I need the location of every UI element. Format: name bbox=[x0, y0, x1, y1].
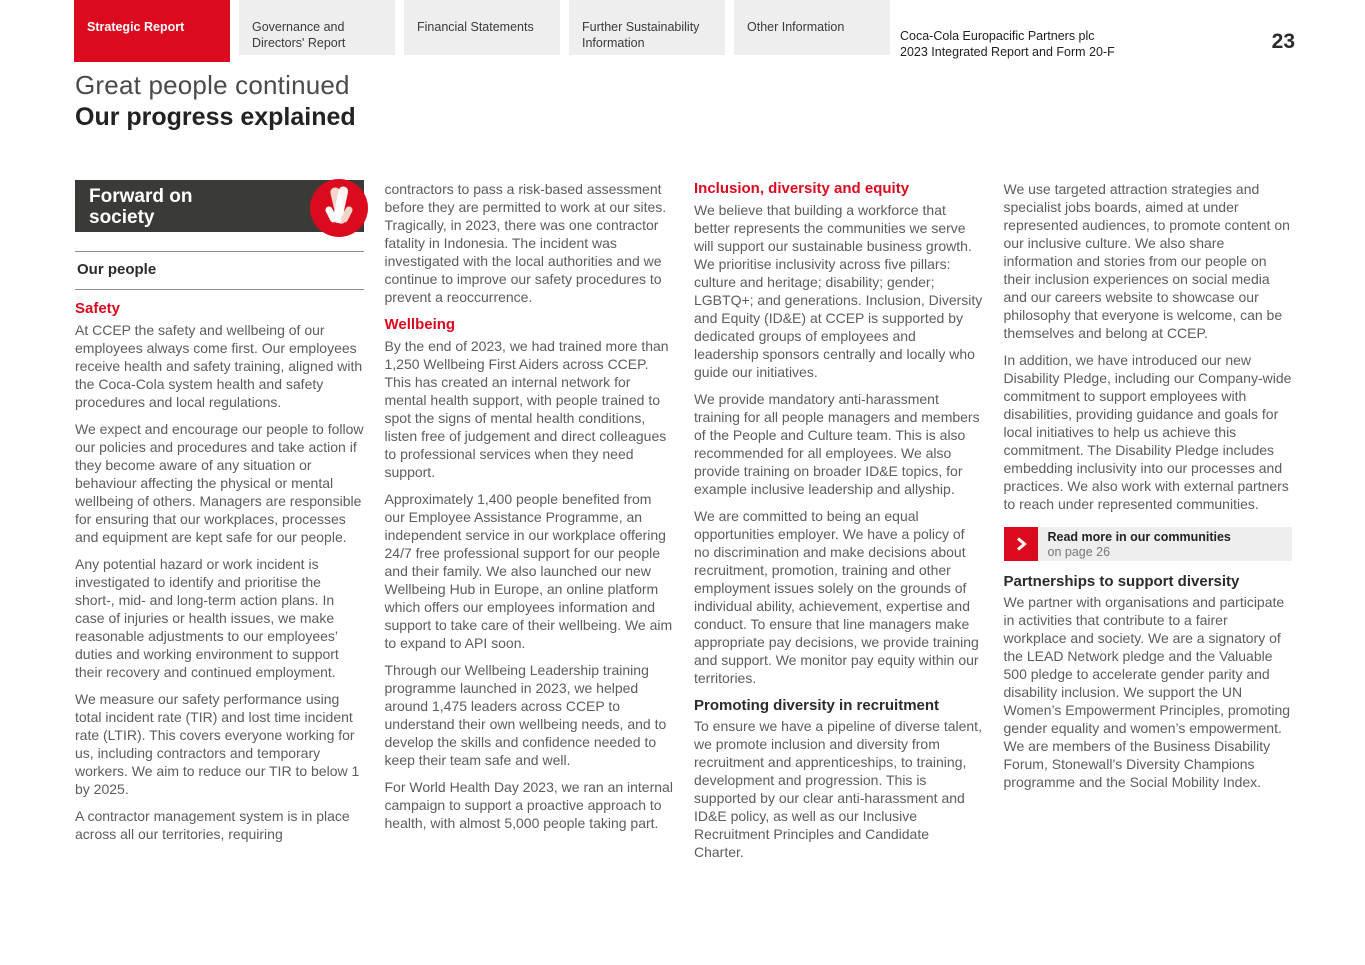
page-header bbox=[0, 0, 1365, 62]
tab-further-sustainability-information[interactable] bbox=[569, 0, 725, 55]
page-number: 23 bbox=[1271, 30, 1295, 53]
wellbeing-heading: Wellbeing bbox=[384, 316, 456, 333]
tab-label: Strategic Report bbox=[87, 20, 185, 34]
body-paragraph: We expect and encourage our people to follow our policies and procedures and take action if they become aware of any situation or behaviour affecting the physical or mental wellbeing of others. Managers are responsible for ensuring that our workplaces, processes and equipment are kept safe for our people. bbox=[75, 421, 364, 545]
callout-text bbox=[1038, 527, 1293, 561]
body-paragraph: In addition, we have introduced our new Disability Pledge, including our Company-wide commitment to support employees with disabilities, providing guidance and goals for local initiatives to help us achieve this commitment. The Disability Pledge includes embedding inclusivity into our processes and practices. We also work with external partners to reach under represented communities. bbox=[1003, 352, 1292, 512]
tab-other-information[interactable] bbox=[734, 0, 890, 55]
content-columns bbox=[0, 180, 1365, 870]
body-paragraph: For World Health Day 2023, we ran an internal campaign to support a proactive approach to health, with almost 5,000 people taking part. bbox=[384, 779, 673, 831]
forward-on-society-banner bbox=[75, 180, 364, 232]
body-paragraph: To ensure we have a pipeline of diverse talent, we promote inclusion and diversity from recruitment and apprenticeships, to training, development and progression. This is supported by our clear anti-harassment and ID&E policy, as well as our Inclusive Recruitment Principles and Candidate Charter. bbox=[694, 718, 982, 860]
tab-label: Further Sustainability Information bbox=[582, 20, 700, 50]
section-tabs bbox=[0, 0, 1365, 62]
body-paragraph: We partner with organisations and participate in activities that contribute to a fairer workplace and society. We are a signatory of the LEAD Network pledge and the Valuable 500 pledge to accelerate gender parity and disability inclusion. We support the UN Women’s Empowerment Principles, promoting gender equality and women’s empowerment. We are members of the Business Disability Forum, Stonewall’s Diversity Champions programme and the Social Mobility Index. bbox=[1003, 594, 1291, 790]
body-paragraph: We are committed to being an equal opportunities employer. We have a policy of no discrimination and make decisions about recruitment, promotion, training and other employment issues solely on the grounds of individual ability, achievement, expertise and conduct. To ensure that line managers make appropriate pay decisions, we provide training and support. We monitor pay equity within our territories. bbox=[694, 508, 979, 686]
promoting-diversity-subheading: Promoting diversity in recruitment bbox=[694, 697, 940, 714]
page-title: Our progress explained bbox=[75, 103, 356, 131]
publisher-line1: Coca-Cola Europacific Partners plc bbox=[900, 29, 1095, 43]
tab-financial-statements[interactable] bbox=[404, 0, 560, 55]
banner-line1: Forward on bbox=[89, 186, 193, 207]
chevron-right-icon bbox=[1004, 527, 1038, 561]
read-more-communities-link[interactable] bbox=[1004, 527, 1293, 561]
body-paragraph: contractors to pass a risk-based assessment before they are permitted to work at our sites. Tragically, in 2023, there was one contractor fatality in Indonesia. The incident was investigated with the local authorities and we continue to improve our safety procedures to prevent a reoccurrence. bbox=[384, 181, 667, 305]
body-paragraph: Any potential hazard or work incident is investigated to identify and prioritise the short-, mid- and long-term action plans. In case of injuries or health issues, we make reasonable adjustments to our employees’ duties and working environment to support their recovery and continued employment. bbox=[75, 556, 339, 680]
body-paragraph: Through our Wellbeing Leadership training programme launched in 2023, we helped around 1,475 leaders across CCEP to understand their own wellbeing needs, and to develop the skills and confidence needed to keep their team safe and well. bbox=[384, 662, 667, 768]
safety-heading: Safety bbox=[75, 300, 121, 317]
publisher-line2: 2023 Integrated Report and Form 20-F bbox=[900, 45, 1115, 59]
body-paragraph: We provide mandatory anti-harassment training for all people managers and members of the People and Culture team. This is also recommended for all employees. We also provide training on broader ID&E topics, for example inclusive leadership and allyship. bbox=[694, 391, 980, 497]
column-1 bbox=[75, 180, 364, 870]
inclusion-diversity-equity-heading: Inclusion, diversity and equity bbox=[694, 180, 910, 197]
callout-title: Read more in our communities bbox=[1047, 530, 1231, 544]
tab-label: Governance and Directors' Report bbox=[252, 20, 346, 50]
tab-strategic-report[interactable] bbox=[74, 0, 230, 62]
our-people-section-label: Our people bbox=[75, 251, 364, 290]
body-paragraph: At CCEP the safety and wellbeing of our employees always come first. Our employees receive health and safety training, aligned with the Coca-Cola system health and safety procedures and local regulations. bbox=[75, 322, 363, 410]
tab-label: Financial Statements bbox=[417, 20, 534, 34]
clapping-hands-icon bbox=[310, 179, 368, 237]
publisher-info bbox=[900, 28, 1115, 60]
body-paragraph: We measure our safety performance using total incident rate (TIR) and lost time incident rate (LTIR). This covers everyone working for us, including contractors and temporary workers. We aim to reduce our TIR to below 1 by 2025. bbox=[75, 691, 360, 797]
body-paragraph: Approximately 1,400 people benefited from our Employee Assistance Programme, an independent service in our workplace offering 24/7 free professional support for our people and their family. We also launched our new Wellbeing Hub in Europe, an online platform which offers our employees information and support to take care of their wellbeing. We aim to expand to API soon. bbox=[384, 491, 673, 651]
partnerships-subheading: Partnerships to support diversity bbox=[1003, 573, 1240, 590]
callout-page-reference: on page 26 bbox=[1047, 545, 1111, 559]
column-4 bbox=[1004, 180, 1293, 870]
tab-label: Other Information bbox=[747, 20, 845, 34]
body-paragraph: A contractor management system is in place across all our territories, requiring bbox=[75, 808, 350, 842]
body-paragraph: We believe that building a workforce that better represents the communities we serve will support our sustainable business growth. We prioritise inclusivity across five pillars: culture and heritage; disability; gender; LGBTQ+; and generations. Inclusion, Diversity and Equity (ID&E) at CCEP is supported by dedicated groups of employees and leadership sponsors centrally and locally who guide our initiatives. bbox=[694, 202, 983, 380]
column-2 bbox=[385, 180, 674, 870]
title-block bbox=[75, 70, 1365, 132]
body-paragraph: By the end of 2023, we had trained more than 1,250 Wellbeing First Aiders across CCEP. This has created an internal network for mental health support, with people trained to spot the signs of mental health conditions, listen free of judgement and direct colleagues to professional services when they need support. bbox=[384, 338, 669, 480]
tab-governance-directors-report[interactable] bbox=[239, 0, 395, 55]
banner-line2: society bbox=[89, 207, 155, 228]
title-continued: Great people continued bbox=[75, 70, 350, 100]
column-3 bbox=[694, 180, 983, 870]
body-paragraph: We use targeted attraction strategies and specialist jobs boards, aimed at under represented audiences, to promote content on our inclusive culture. We also share information and stories from our people on their inclusion experiences on social media and our careers website to showcase our philosophy that everyone is welcome, can be themselves and belong at CCEP. bbox=[1003, 181, 1290, 341]
